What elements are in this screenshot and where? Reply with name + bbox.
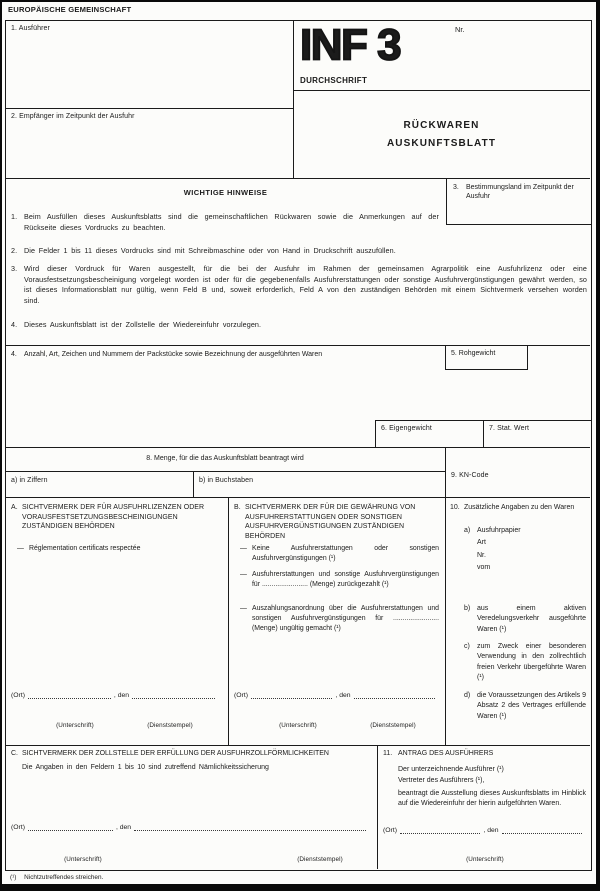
section-a-item bbox=[17, 544, 207, 554]
field-11-den-label: , den bbox=[483, 827, 499, 834]
section-a-title: SICHTVERMERK DER FÜR AUSFUHRLIZENZEN ODER VORAUSFESTSETZUNGSBESCHEINIGUNGEN ZUSTÄNDIGEN BEHÖRDEN bbox=[22, 504, 205, 531]
field-10c-text: zum Zweck einer besonderen Verwendung in den zollrechtlich freien Verkehr übergeführte Waren (¹) bbox=[477, 643, 586, 682]
field-4-number: 4. bbox=[11, 351, 17, 358]
section-c-place-label: (Ort) bbox=[11, 824, 25, 831]
section-a-stamp-area[interactable] bbox=[11, 560, 216, 685]
section-c-date-fill-line[interactable] bbox=[134, 824, 366, 831]
field-10b-letter: b) bbox=[464, 605, 471, 612]
field-10a-line3: Nr. bbox=[477, 551, 486, 559]
field-10d-block bbox=[464, 691, 586, 722]
note-2-text: Die Felder 1 bis 11 dieses Vordrucks sind mit Schreibmaschine oder von Hand in Druckschrift auszufüllen. bbox=[24, 246, 396, 255]
field-10-number: 10. bbox=[450, 504, 460, 511]
section-c-stamp-label: (Dienststempel) bbox=[297, 856, 343, 863]
section-a-letter: A. bbox=[11, 504, 18, 511]
note-item-4 bbox=[11, 320, 571, 331]
field-5-gross-weight-box[interactable] bbox=[445, 345, 528, 370]
note-2-number: 2. bbox=[11, 246, 18, 255]
note-4-text: Dieses Auskunftsblatt ist der Zollstelle der Wiedereinfuhr vorzulegen. bbox=[24, 320, 262, 329]
section-c-place-fill-line[interactable] bbox=[28, 824, 113, 831]
note-4-number: 4. bbox=[11, 320, 18, 329]
section-a-den-label: , den bbox=[113, 692, 130, 699]
section-c-den-label: , den bbox=[115, 824, 132, 831]
field-9-cn-code-label: 9. KN-Code bbox=[451, 472, 489, 479]
field-10c-block bbox=[464, 642, 586, 684]
section-b-letter: B. bbox=[234, 504, 241, 511]
divider-box8-box9 bbox=[445, 447, 446, 497]
field-10a-block bbox=[464, 525, 586, 575]
field-3-number: 3. bbox=[453, 184, 459, 191]
field-11-date-fill-line[interactable] bbox=[502, 827, 582, 834]
copy-label: DURCHSCHRIFT bbox=[300, 76, 368, 85]
field-8a-figures-label: a) in Ziffern bbox=[11, 477, 48, 484]
section-b-place-date-row bbox=[234, 692, 438, 700]
field-10a-line2: Art bbox=[477, 539, 486, 547]
footnote-text: Nichtzutreffendes streichen. bbox=[24, 874, 104, 881]
section-b-stamp-label: (Dienststempel) bbox=[370, 722, 416, 729]
field-5-gross-weight-label: 5. Rohgewicht bbox=[451, 350, 496, 357]
form-title-box bbox=[293, 90, 590, 178]
note-1-text: Beim Ausfüllen dieses Auskunftsblatts sind die gemeinschaftlichen Rückwaren sowie die Anmerkungen auf der Rückseite dieses Vordrucks zu beachten. bbox=[24, 212, 439, 232]
section-b-item-3-dash: — bbox=[240, 605, 247, 612]
field-11-line1: Der unterzeichnende Ausführer (¹) bbox=[398, 766, 504, 773]
scan-edge-top bbox=[0, 0, 600, 2]
footnote bbox=[10, 874, 103, 881]
field-3-destination-label: Bestimmungsland im Zeitpunkt der Ausfuhr bbox=[466, 184, 574, 200]
field-4-input-area[interactable] bbox=[11, 362, 431, 417]
field-11-number: 11. bbox=[383, 750, 393, 757]
divider-b-10 bbox=[445, 497, 446, 745]
section-a-place-label: (Ort) bbox=[11, 692, 25, 699]
section-a-title-row bbox=[11, 503, 218, 532]
footnote-mark: (¹) bbox=[10, 874, 17, 881]
divider-box6-box7 bbox=[483, 420, 484, 447]
field-10a-line1: Ausfuhrpapier bbox=[477, 527, 521, 534]
section-b-den-label: , den bbox=[335, 692, 351, 699]
field-1-exporter-input-area[interactable] bbox=[11, 36, 281, 102]
divider-c-11 bbox=[377, 745, 378, 869]
field-4-packages bbox=[11, 350, 441, 359]
section-b-item-1-dash: — bbox=[240, 545, 247, 552]
section-b-place-label: (Ort) bbox=[234, 692, 248, 699]
field-11-place-fill-line[interactable] bbox=[400, 827, 480, 834]
divider-a-b bbox=[228, 497, 229, 745]
section-c-statement: Die Angaben in den Feldern 1 bis 10 sind zutreffend Nämlichkeitssicherung bbox=[22, 764, 269, 771]
section-a-place-date-row bbox=[11, 692, 218, 700]
field-9-input-area[interactable] bbox=[510, 470, 585, 494]
nr-input-area[interactable] bbox=[470, 26, 580, 40]
field-3-destination-box[interactable] bbox=[446, 178, 591, 225]
section-c-letter: C. bbox=[11, 750, 18, 757]
field-10b-block bbox=[464, 604, 586, 635]
section-b-title: SICHTVERMERK DER FÜR DIE GEWÄHRUNG VON AUSFUHRERSTATTUNGEN ODER SONSTIGEN AUSFUHRVERGÜNSTIGUNGEN ZUSTÄNDIGEN BEHÖRDEN bbox=[245, 504, 416, 540]
nr-label: Nr. bbox=[455, 25, 465, 34]
field-10c-letter: c) bbox=[464, 643, 470, 650]
field-4-packages-label: Anzahl, Art, Zeichen und Nummern der Packstücke sowie Bezeichnung der ausgeführten Waren bbox=[24, 351, 323, 358]
section-b-item-2-text: Ausfuhrerstattungen und sonstige Ausfuhrvergünstigungen für ........................ (Menge) zurückgezahlt (¹) bbox=[252, 571, 439, 589]
section-b-title-row bbox=[234, 503, 438, 541]
section-c-signature-label: (Unterschrift) bbox=[64, 856, 102, 863]
field-8b-words-label: b) in Buchstaben bbox=[199, 477, 254, 484]
section-b-item-2 bbox=[240, 570, 439, 590]
field-11-title-row bbox=[383, 750, 583, 757]
note-3-number: 3. bbox=[11, 264, 18, 273]
section-b-item-1 bbox=[240, 544, 439, 564]
field-10-title-row bbox=[450, 503, 586, 514]
section-a-date-fill-line[interactable] bbox=[132, 692, 215, 699]
section-c-stamp-area[interactable] bbox=[11, 778, 366, 820]
field-7-stat-value-label: 7. Stat. Wert bbox=[489, 425, 530, 432]
section-a-place-fill-line[interactable] bbox=[28, 692, 111, 699]
section-a-item-text: Réglementation certificats respectée bbox=[29, 545, 141, 552]
form-code: INF 3 bbox=[300, 21, 401, 70]
field-1-exporter-label: 1. Ausführer bbox=[11, 25, 50, 32]
divider-endorsements-bottom bbox=[5, 745, 590, 746]
form-title-line1: RÜCKWAREN bbox=[403, 119, 480, 131]
field-11-line2: Vertreter des Ausführers (¹), bbox=[398, 777, 485, 784]
scan-edge-bottom bbox=[0, 884, 600, 891]
section-b-stamp-area[interactable] bbox=[234, 640, 439, 685]
divider-box8-header bbox=[5, 471, 445, 472]
note-3-text: Wird dieser Vordruck für Waren ausgestellt, für die bei der Ausfuhr im Rahmen der gemeinsamen Agrarpolitik eine Ausfuhrlizenz oder eine Vorausfestsetzungsbescheinigung vorgelegt worden ist oder für die gegebenenfalls Ausfuhrerstattungen oder sonstige Ausfuhrvergünstigungen gewährt werden, so ist dieses Informationsblatt nur gültig, wenn Feld B und, soweit erforderlich, Feld A von den zuständigen Behörden mit einem Sichtvermerk versehen worden sind. bbox=[24, 264, 587, 305]
section-b-item-2-dash: — bbox=[240, 571, 247, 578]
field-11-place-date-row bbox=[383, 827, 585, 835]
note-1-number: 1. bbox=[11, 212, 18, 221]
section-a-stamp-label: (Dienststempel) bbox=[147, 722, 193, 729]
field-10b-text: aus einem aktiven Veredelungsverkehr ausgeführte Waren (¹) bbox=[477, 605, 586, 633]
form-title-line2: AUSKUNFTSBLATT bbox=[386, 137, 497, 149]
field-10d-text: die Voraussetzungen des Artikels 9 Absatz 2 des Vertrages erfüllende Waren (¹) bbox=[477, 692, 586, 720]
notes-title: WICHTIGE HINWEISE bbox=[183, 188, 268, 197]
field-11-place-label: (Ort) bbox=[383, 827, 397, 834]
field-8b-input-area[interactable] bbox=[280, 474, 440, 494]
section-b-signature-label: (Unterschrift) bbox=[279, 722, 317, 729]
divider-quantity-endorsements bbox=[5, 497, 590, 498]
section-b-item-1-text: Keine Ausfuhrerstattungen oder sonstigen Ausfuhrvergünstigungen (¹) bbox=[252, 545, 439, 563]
scan-edge-left bbox=[0, 0, 2, 891]
scan-edge-right bbox=[596, 0, 600, 891]
field-6-net-weight-label: 6. Eigengewicht bbox=[381, 425, 432, 432]
section-b-item-3 bbox=[240, 604, 439, 635]
section-a-signature-label: (Unterschrift) bbox=[56, 722, 94, 729]
note-item-3 bbox=[11, 264, 587, 306]
field-11-paragraph: beantragt die Ausstellung dieses Auskunftsblatts im Hinblick auf die Wiedereinfuhr der hierin aufgeführten Waren. bbox=[398, 790, 586, 808]
note-item-1 bbox=[11, 212, 439, 233]
section-b-item-3-text: Auszahlungsanordnung über die Ausfuhrerstattungen und sonstigen Ausfuhrvergünstigungen für ........................ (Menge) ungültig gemacht (¹) bbox=[252, 605, 439, 633]
section-b-place-fill-line[interactable] bbox=[251, 692, 332, 699]
field-8a-input-area[interactable] bbox=[75, 474, 185, 494]
divider-box1-box2 bbox=[5, 108, 293, 109]
section-c-title: SICHTVERMERK DER ZOLLSTELLE DER ERFÜLLUNG DER AUSFUHRZOLLFÖRMLICHKEITEN bbox=[22, 750, 329, 757]
field-10a-letter: a) bbox=[464, 527, 471, 534]
divider-goods-quantity bbox=[5, 447, 590, 448]
field-2-consignee-label: 2. Empfänger im Zeitpunkt der Ausfuhr bbox=[11, 113, 135, 120]
field-2-consignee-input-area[interactable] bbox=[11, 124, 281, 172]
section-c-place-date-row bbox=[11, 824, 369, 832]
note-item-2 bbox=[11, 246, 571, 257]
field-11-title: ANTRAG DES AUSFÜHRERS bbox=[398, 750, 494, 757]
field-8-quantity-label: 8. Menge, für die das Auskunftsblatt beantragt wird bbox=[146, 455, 304, 462]
community-header: EUROPÄISCHE GEMEINSCHAFT bbox=[8, 5, 132, 14]
field-10-title: Zusätzliche Angaben zu den Waren bbox=[464, 504, 575, 511]
field-10a-line4: vom bbox=[477, 564, 491, 572]
divider-8a-8b bbox=[193, 471, 194, 497]
field-11-signature-label: (Unterschrift) bbox=[466, 856, 504, 863]
section-b-date-fill-line[interactable] bbox=[354, 692, 435, 699]
field-10d-letter: d) bbox=[464, 692, 471, 699]
section-a-item-dash: — bbox=[17, 545, 24, 552]
section-c-title-row bbox=[11, 750, 373, 757]
